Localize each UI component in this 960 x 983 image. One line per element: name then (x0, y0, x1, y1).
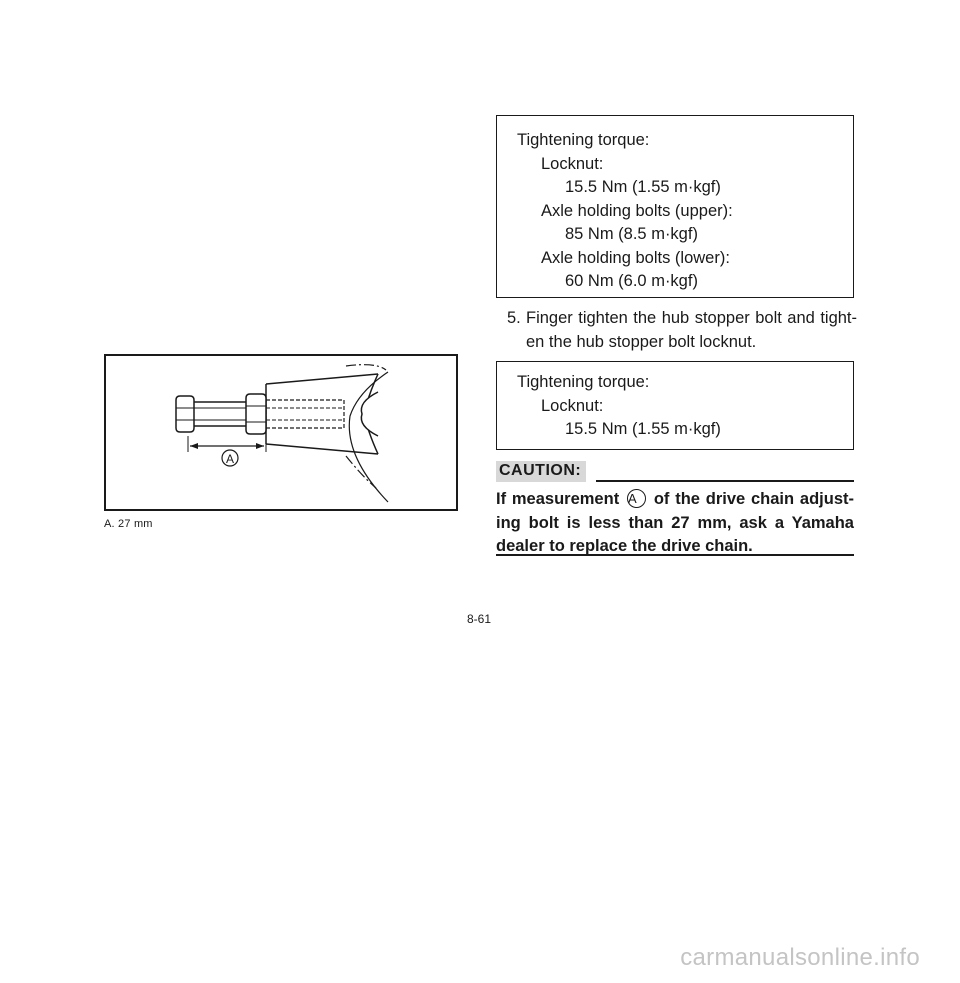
torque-item-name: Axle holding bolts (upper): (541, 201, 733, 220)
caution-text-after: of the drive chain adjust-ing bolt is less than 27 mm, ask a Yamaha dealer to replace the drive chain. (496, 490, 854, 555)
torque-spec-box (496, 361, 854, 450)
torque-item-name: Locknut: (541, 154, 604, 173)
caution-rule (596, 480, 854, 482)
torque-spec-box (496, 115, 854, 298)
measurement-marker: A (627, 489, 646, 508)
dimension-callout: A (225, 452, 235, 466)
procedure-step (507, 307, 857, 354)
torque-item-value: 85 Nm (8.5 m·kgf) (565, 225, 698, 243)
caution-header (496, 460, 854, 484)
step-number: 5. (507, 309, 521, 327)
caution-text-before: If measurement (496, 490, 620, 508)
torque-item-value: 15.5 Nm (1.55 m·kgf) (565, 178, 721, 196)
torque-heading: Tightening torque: (517, 131, 650, 149)
step-text: Finger tighten the hub stopper bolt and tight-en the hub stopper bolt locknut. (526, 309, 857, 351)
caution-text (496, 488, 854, 559)
watermark: carmanualsonline.info (680, 944, 920, 971)
caution-label: CAUTION: (496, 461, 586, 482)
bolt-illustration (106, 356, 460, 513)
torque-heading: Tightening torque: (517, 373, 650, 391)
torque-item-name: Locknut: (541, 396, 604, 415)
torque-item-value: 60 Nm (6.0 m·kgf) (565, 272, 698, 290)
figure-caption: A. 27 mm (104, 518, 153, 530)
torque-item-value: 15.5 Nm (1.55 m·kgf) (565, 420, 721, 438)
torque-item-name: Axle holding bolts (lower): (541, 248, 730, 267)
page-number: 8-61 (467, 612, 492, 626)
bolt-figure (104, 354, 458, 511)
caution-bottom-rule (496, 554, 854, 556)
